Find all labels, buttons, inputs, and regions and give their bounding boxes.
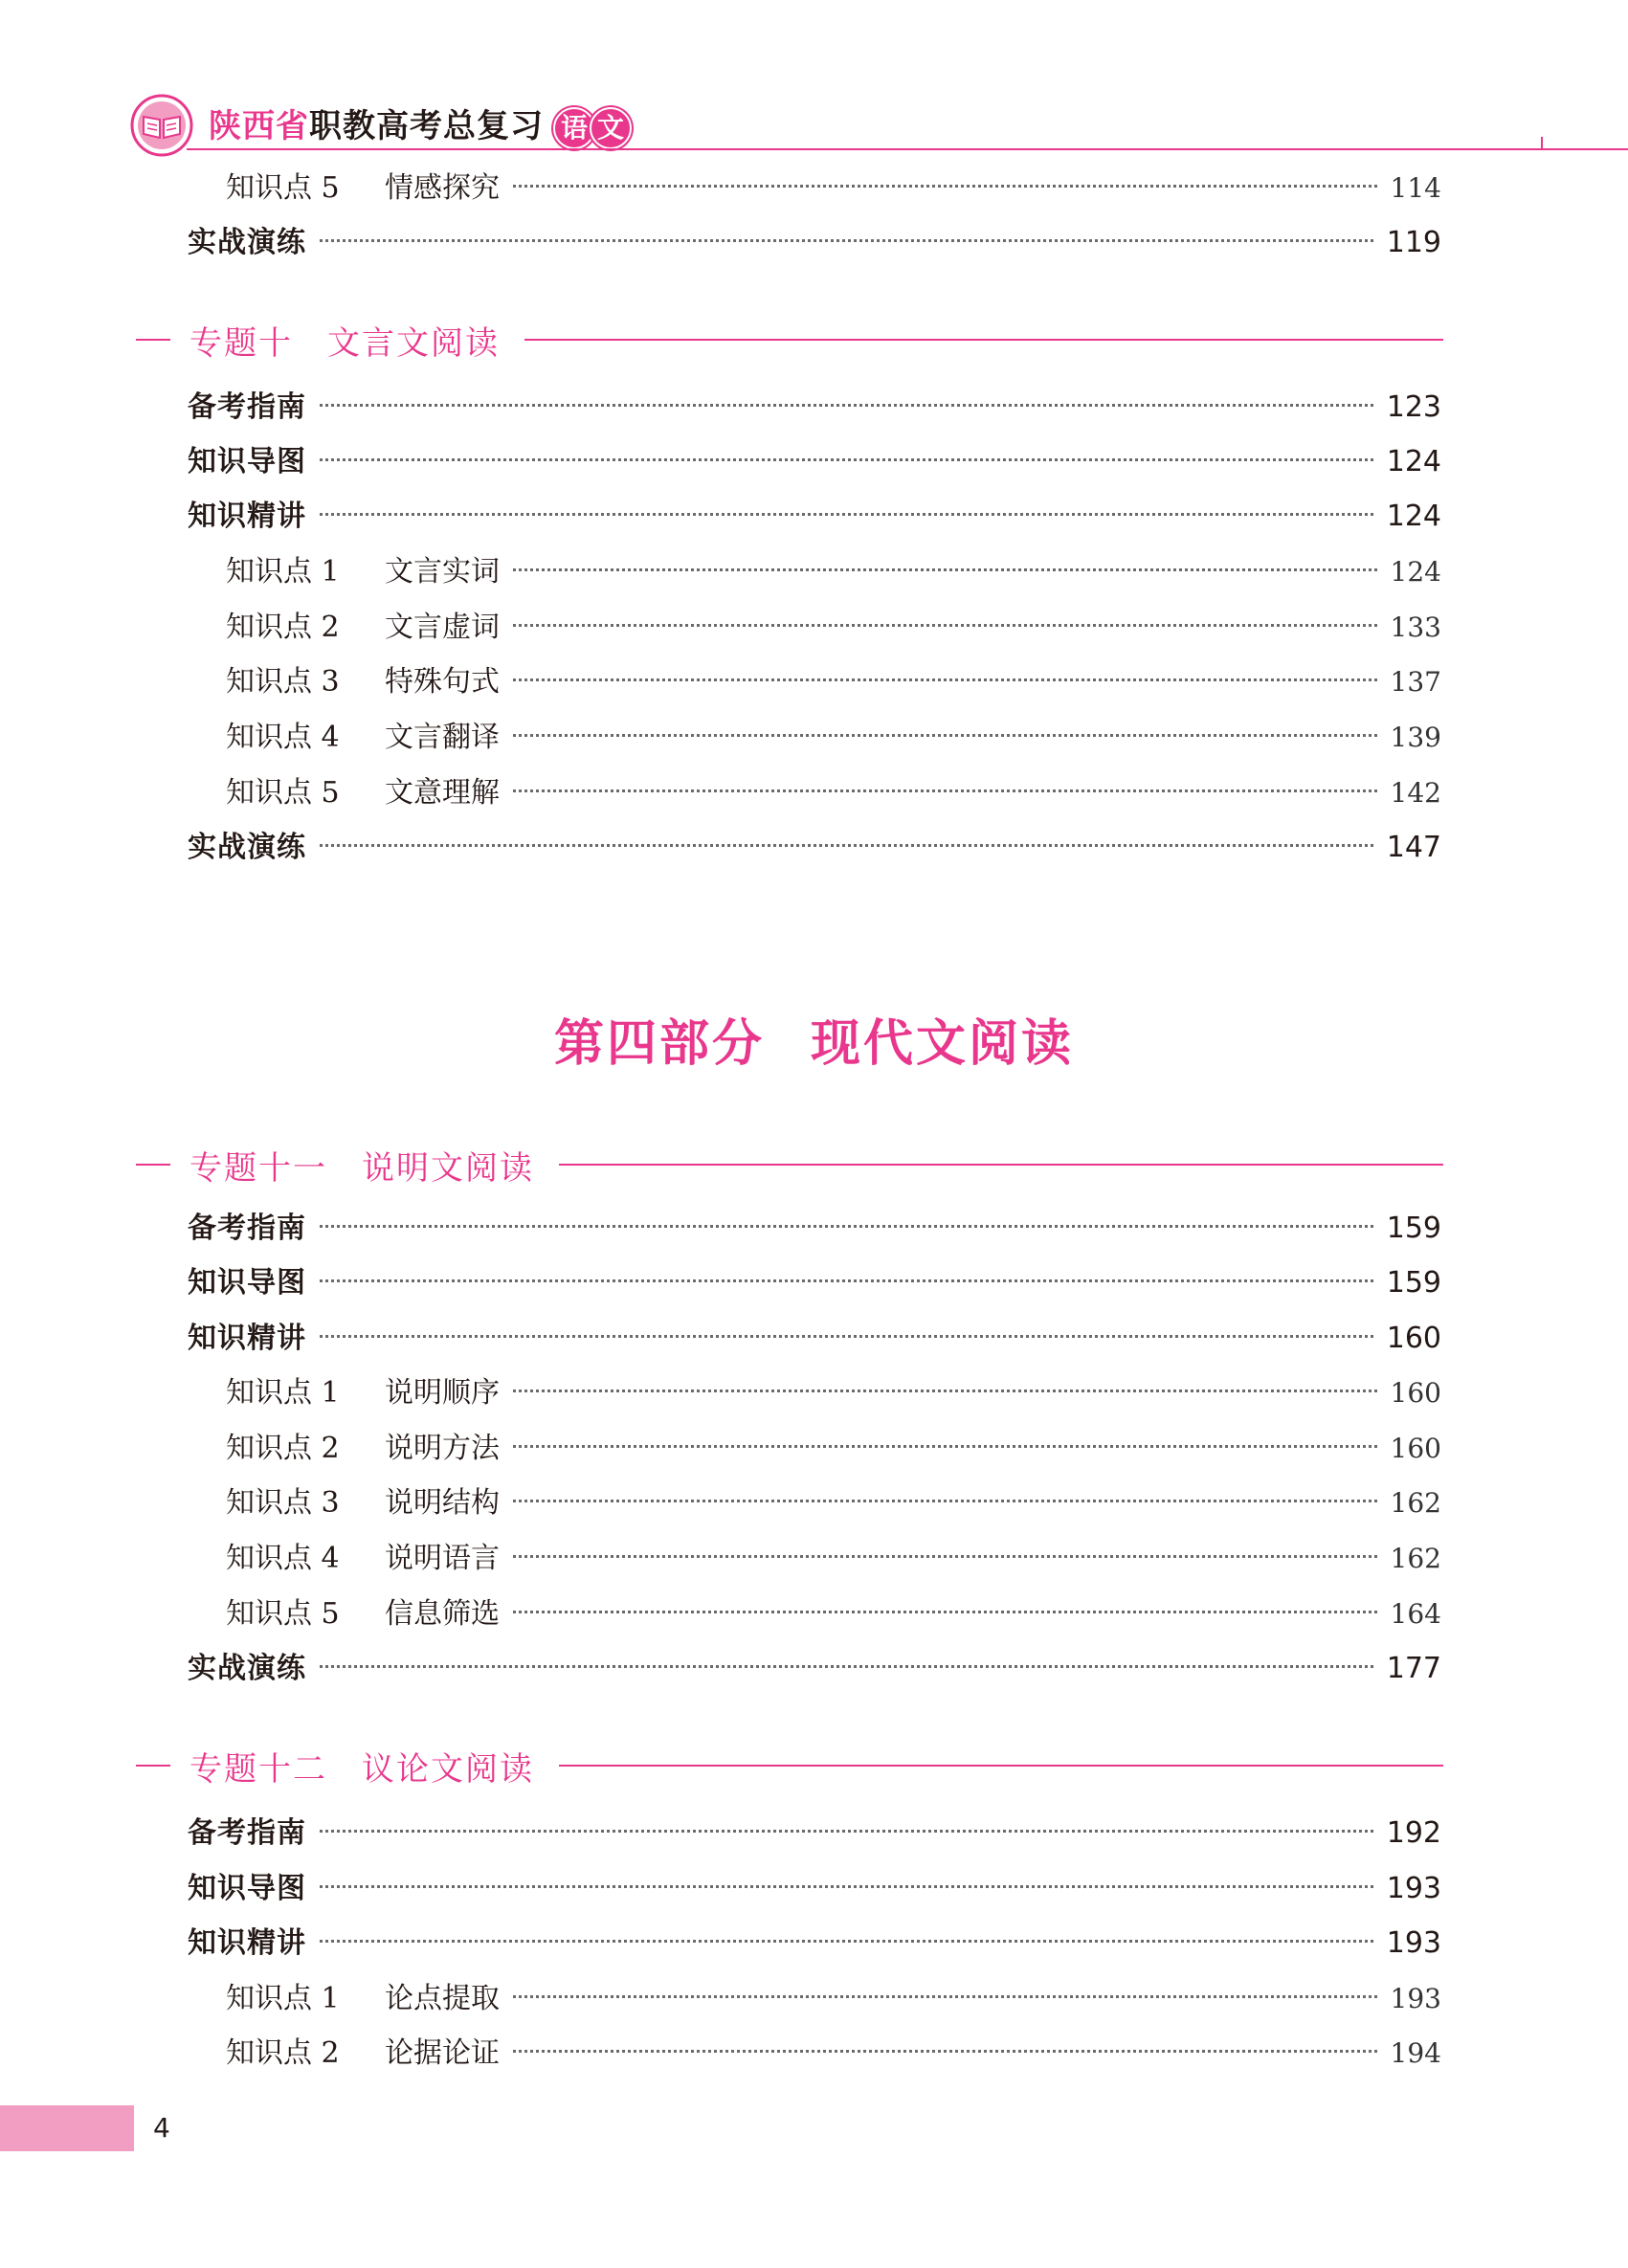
toc-entry-title: 知识精讲 bbox=[188, 1322, 306, 1355]
toc-page-number: 133 bbox=[1390, 611, 1441, 643]
toc-page-number: 192 bbox=[1386, 1816, 1441, 1850]
toc-knowledge-number: 知识点 3 bbox=[226, 1486, 340, 1520]
heading-dash bbox=[136, 1164, 170, 1166]
toc-entry-title: 文言实词 bbox=[385, 555, 500, 589]
toc-row[interactable] bbox=[188, 1259, 1441, 1307]
toc-knowledge-number: 知识点 2 bbox=[226, 611, 340, 644]
book-title bbox=[209, 103, 544, 149]
toc-entry-title: 知识精讲 bbox=[188, 1926, 306, 1960]
header-divider bbox=[187, 148, 1628, 150]
toc-entry-title: 论点提取 bbox=[385, 1982, 500, 2015]
toc-page-number: 177 bbox=[1386, 1652, 1441, 1685]
toc-page-number: 123 bbox=[1386, 390, 1441, 424]
toc-row[interactable] bbox=[226, 1425, 1441, 1473]
topic-heading-11[interactable] bbox=[136, 1139, 1443, 1190]
dot-leader bbox=[320, 513, 1373, 516]
toc-row[interactable] bbox=[226, 714, 1441, 762]
heading-dash bbox=[136, 1765, 170, 1767]
toc-page-number: 124 bbox=[1386, 500, 1441, 533]
toc-entry-title: 知识导图 bbox=[188, 1872, 306, 1905]
open-book-icon bbox=[130, 94, 193, 157]
dot-leader bbox=[320, 1830, 1373, 1833]
toc-row[interactable] bbox=[188, 493, 1441, 541]
toc-page-number: 139 bbox=[1390, 722, 1441, 753]
toc-page-number: 124 bbox=[1390, 556, 1441, 588]
toc-entry-title: 知识精讲 bbox=[188, 500, 306, 533]
dot-leader bbox=[513, 185, 1377, 188]
toc-entry-title: 备考指南 bbox=[188, 1212, 306, 1245]
toc-page-number: 194 bbox=[1390, 2037, 1441, 2069]
heading-rule bbox=[559, 1765, 1443, 1767]
toc-knowledge-number: 知识点 5 bbox=[226, 776, 340, 810]
toc-knowledge-number: 知识点 5 bbox=[226, 171, 340, 205]
toc-row[interactable] bbox=[188, 824, 1441, 872]
dot-leader bbox=[513, 734, 1377, 737]
dot-leader bbox=[513, 2050, 1377, 2053]
dot-leader bbox=[320, 1279, 1373, 1282]
toc-entry-title: 文意理解 bbox=[385, 776, 500, 810]
dot-leader bbox=[320, 404, 1373, 407]
toc-row[interactable] bbox=[226, 658, 1441, 706]
toc-row[interactable] bbox=[188, 1315, 1441, 1363]
dot-leader bbox=[513, 789, 1377, 792]
toc-knowledge-number: 知识点 4 bbox=[226, 1542, 340, 1575]
page-number: 4 bbox=[153, 2112, 170, 2144]
toc-page-number: 193 bbox=[1390, 1983, 1441, 2014]
part-title: 第四部分 现代文阅读 bbox=[553, 1015, 1075, 1073]
heading-rule bbox=[559, 1164, 1443, 1166]
toc-page-number: 142 bbox=[1390, 777, 1441, 809]
toc-page-number: 119 bbox=[1386, 226, 1441, 259]
toc-entry-title: 特殊句式 bbox=[385, 665, 500, 699]
topic-heading-12[interactable] bbox=[136, 1740, 1443, 1791]
dot-leader bbox=[513, 1555, 1377, 1558]
toc-knowledge-number: 知识点 2 bbox=[226, 1432, 340, 1465]
toc-row[interactable] bbox=[188, 1920, 1441, 1968]
toc-row[interactable] bbox=[226, 2030, 1441, 2078]
toc-row[interactable] bbox=[226, 1535, 1441, 1583]
dot-leader bbox=[513, 1611, 1377, 1613]
toc-row[interactable] bbox=[188, 438, 1441, 486]
dot-leader bbox=[320, 458, 1373, 461]
toc-entry-title: 备考指南 bbox=[188, 390, 306, 424]
toc-entry-title: 文言虚词 bbox=[385, 611, 500, 644]
dot-leader bbox=[513, 1500, 1377, 1502]
toc-page-number: 162 bbox=[1390, 1543, 1441, 1574]
toc-row[interactable] bbox=[226, 604, 1441, 652]
toc-page-number: 159 bbox=[1386, 1212, 1441, 1245]
topic-title: 专题十 文言文阅读 bbox=[190, 323, 500, 363]
toc-page-number: 160 bbox=[1390, 1377, 1441, 1409]
toc-entry-title: 说明方法 bbox=[385, 1432, 500, 1465]
dot-leader bbox=[320, 1885, 1373, 1888]
toc-knowledge-number: 知识点 4 bbox=[226, 721, 340, 754]
toc-page-number: 160 bbox=[1386, 1322, 1441, 1355]
toc-page-number: 164 bbox=[1390, 1598, 1441, 1630]
toc-entry-title: 说明顺序 bbox=[385, 1376, 500, 1410]
toc-knowledge-number: 知识点 1 bbox=[226, 1376, 340, 1410]
toc-knowledge-number: 知识点 2 bbox=[226, 2036, 340, 2070]
toc-row[interactable] bbox=[188, 1645, 1441, 1693]
dot-leader bbox=[513, 624, 1377, 627]
toc-page-number: 147 bbox=[1386, 831, 1441, 864]
subject-char-2: 文 bbox=[590, 107, 632, 149]
toc-knowledge-number: 知识点 5 bbox=[226, 1597, 340, 1631]
dot-leader bbox=[513, 678, 1377, 681]
toc-row[interactable] bbox=[226, 1590, 1441, 1638]
toc-entry-title: 文言翻译 bbox=[385, 721, 500, 754]
toc-row[interactable] bbox=[226, 548, 1441, 596]
dot-leader bbox=[320, 1335, 1373, 1338]
dot-leader bbox=[320, 1225, 1373, 1228]
dot-leader bbox=[513, 1390, 1377, 1392]
toc-row[interactable] bbox=[226, 1479, 1441, 1527]
toc-page-number: 159 bbox=[1386, 1266, 1441, 1300]
toc-row[interactable] bbox=[188, 1865, 1441, 1913]
subject-char-1: 语 bbox=[553, 107, 595, 149]
toc-entry-title: 论据论证 bbox=[385, 2036, 500, 2070]
heading-dash bbox=[136, 339, 170, 341]
toc-page-number: 193 bbox=[1386, 1872, 1441, 1905]
toc-row[interactable] bbox=[226, 1975, 1441, 2023]
toc-row[interactable] bbox=[188, 384, 1441, 432]
book-title-province: 陕西省 bbox=[209, 107, 309, 145]
toc-page-number: 137 bbox=[1390, 666, 1441, 698]
dot-leader bbox=[513, 1995, 1377, 1998]
toc-row[interactable] bbox=[226, 1369, 1441, 1417]
toc-row[interactable] bbox=[226, 769, 1441, 817]
topic-title: 专题十二 议论文阅读 bbox=[190, 1749, 534, 1789]
toc-entry-title: 实战演练 bbox=[188, 226, 306, 259]
toc-knowledge-number: 知识点 1 bbox=[226, 555, 340, 589]
toc-page-number: 193 bbox=[1386, 1926, 1441, 1960]
dot-leader bbox=[513, 568, 1377, 571]
toc-row[interactable] bbox=[188, 1205, 1441, 1253]
page-header bbox=[0, 0, 1628, 163]
toc-entry-title: 知识导图 bbox=[188, 445, 306, 478]
toc-page-number: 162 bbox=[1390, 1487, 1441, 1519]
toc-knowledge-number: 知识点 3 bbox=[226, 665, 340, 699]
footer-color-bar bbox=[0, 2105, 134, 2151]
toc-entry-title: 情感探究 bbox=[385, 171, 500, 205]
topic-heading-10[interactable] bbox=[136, 314, 1443, 366]
toc-entry-title: 知识导图 bbox=[188, 1266, 306, 1300]
toc-entry-title: 备考指南 bbox=[188, 1816, 306, 1850]
dot-leader bbox=[513, 1445, 1377, 1448]
toc-row[interactable] bbox=[188, 219, 1441, 267]
toc-knowledge-number: 知识点 1 bbox=[226, 1982, 340, 2015]
toc-page-number: 160 bbox=[1390, 1433, 1441, 1464]
toc-row[interactable] bbox=[188, 1810, 1441, 1857]
toc-entry-title: 实战演练 bbox=[188, 831, 306, 864]
toc-page-number: 114 bbox=[1390, 172, 1441, 204]
toc-entry-title: 说明语言 bbox=[385, 1542, 500, 1575]
toc-entry-title: 说明结构 bbox=[385, 1486, 500, 1520]
dot-leader bbox=[320, 1940, 1373, 1943]
toc-entry-title: 实战演练 bbox=[188, 1652, 306, 1685]
header-divider-tick bbox=[1541, 137, 1543, 150]
toc-row[interactable] bbox=[226, 165, 1441, 212]
heading-rule bbox=[524, 339, 1443, 341]
dot-leader bbox=[320, 239, 1373, 242]
toc-page-number: 124 bbox=[1386, 445, 1441, 478]
toc-entry-title: 信息筛选 bbox=[385, 1597, 500, 1631]
topic-title: 专题十一 说明文阅读 bbox=[190, 1148, 534, 1188]
dot-leader bbox=[320, 1665, 1373, 1668]
dot-leader bbox=[320, 844, 1373, 847]
subject-badge bbox=[553, 107, 626, 149]
book-title-main: 职教高考总复习 bbox=[309, 107, 544, 145]
